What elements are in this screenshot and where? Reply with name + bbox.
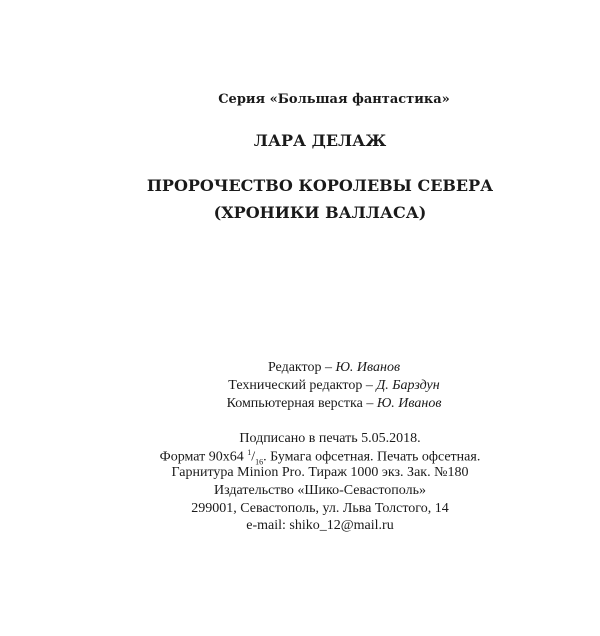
imprint-address: 299001, Севастополь, ул. Льва Толстого, 14 <box>191 501 449 516</box>
format-denominator: 16 <box>255 457 264 467</box>
imprint-signed: Подписано в печать 5.05.2018. <box>239 431 421 446</box>
credit-tech-editor <box>34 378 600 394</box>
format-suffix: . Бумага офсетная. Печать офсетная. <box>263 449 481 465</box>
imprint-publisher: Издательство «Шико-Севастополь» <box>214 483 426 498</box>
author-name: ЛАРА ДЕЛАЖ <box>253 131 387 150</box>
credit-layout <box>34 396 600 412</box>
book-title: ПРОРОЧЕСТВО КОРОЛЕВЫ СЕВЕРА <box>146 176 494 195</box>
format-numerator: 1 <box>247 448 252 457</box>
series-name: Серия «Большая фантастика» <box>218 92 450 107</box>
imprint-email: e-mail: shiko_12@mail.ru <box>246 518 394 533</box>
imprint-typeface: Гарнитура Minion Pro. Тираж 1000 экз. Зак. №180 <box>171 465 469 480</box>
credit-person: Ю. Иванов <box>376 396 442 411</box>
credit-role: Компьютерная верстка – <box>226 396 377 411</box>
credit-editor <box>34 360 600 376</box>
credit-role: Редактор – <box>267 360 336 375</box>
book-subtitle: (ХРОНИКИ ВАЛЛАСА) <box>213 203 427 222</box>
format-prefix: Формат 90x64 <box>159 449 248 465</box>
credit-person: Ю. Иванов <box>335 360 401 375</box>
imprint-format: Формат 90x64 $^1/_{16}$. Бумага офсетная. Печать офсетная. <box>159 448 481 467</box>
credit-person: Д. Барздун <box>376 378 440 393</box>
credit-role: Технический редактор – <box>228 378 377 393</box>
